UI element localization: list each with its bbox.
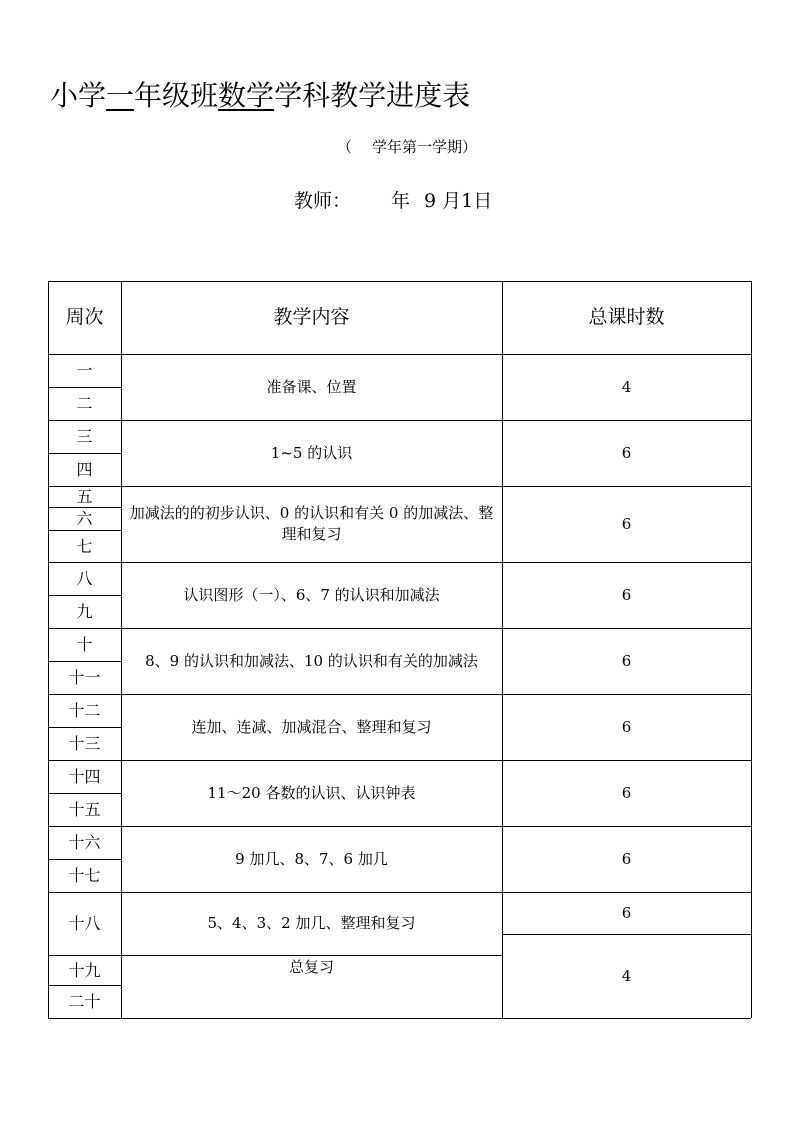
week-cell: 十七 <box>68 866 101 885</box>
hours-cell: 4 <box>621 966 632 985</box>
title-mid: 年级班 <box>134 79 219 112</box>
subtitle-text: 学年第一学期） <box>372 138 478 156</box>
hours-cell: 6 <box>621 717 632 736</box>
hours-cell: 6 <box>621 514 632 533</box>
week-cell: 八 <box>76 569 93 588</box>
table-rule <box>751 281 752 1018</box>
teacher-date-line <box>294 186 492 213</box>
week-cell: 十九 <box>68 960 101 980</box>
header-week: 周次 <box>65 306 104 328</box>
week-cell: 二十 <box>68 992 101 1011</box>
date-year: 年 <box>391 190 411 212</box>
header-content: 教学内容 <box>273 306 350 328</box>
hours-cell: 6 <box>621 783 632 802</box>
hours-cell: 6 <box>621 903 632 922</box>
hours-cell: 6 <box>621 849 632 868</box>
content-cell: 9 加几、8、7、6 加几 <box>235 849 388 868</box>
content-cell: 认识图形（一）、6、7 的认识和加减法 <box>183 585 440 604</box>
subtitle-open: （ <box>337 138 353 156</box>
content-cell: 1~5 的认识 <box>270 443 353 462</box>
title-suffix: 学科教学进度表 <box>274 79 471 112</box>
table-rule <box>48 1018 751 1019</box>
content-cell: 准备课、位置 <box>266 377 357 396</box>
content-cell: 加减法的的初步认识、0 的认识和有关 0 的加减法、整理和复习 <box>129 504 494 543</box>
hours-cell: 6 <box>621 443 632 462</box>
hours-cell: 6 <box>621 651 632 670</box>
title-grade: 一 <box>106 79 135 112</box>
week-cell: 十二 <box>68 701 101 720</box>
table-rule <box>121 281 122 1018</box>
week-cell: 六 <box>76 509 93 528</box>
week-cell: 二 <box>76 394 93 413</box>
content-cell: 总复习 <box>288 958 334 976</box>
week-cell: 十三 <box>68 734 101 753</box>
week-cell: 九 <box>76 602 93 621</box>
week-cell: 十六 <box>68 833 101 852</box>
week-cell: 四 <box>76 460 93 479</box>
content-cell: 连加、连减、加减混合、整理和复习 <box>191 717 432 736</box>
date-day: 1日 <box>461 190 493 212</box>
teacher-label: 教师： <box>294 190 352 212</box>
week-cell: 七 <box>76 536 93 556</box>
page-title <box>50 74 470 114</box>
header-hours: 总课时数 <box>588 306 665 328</box>
date-month: 月 <box>442 190 462 212</box>
content-cell: 11～20 各数的认识、认识钟表 <box>207 783 416 802</box>
content-cell: 8、9 的认识和加减法、10 的认识和有关的加减法 <box>145 651 478 670</box>
hours-cell: 4 <box>621 377 632 396</box>
week-cell: 十一 <box>68 668 101 687</box>
week-cell: 十 <box>76 635 93 654</box>
hours-cell: 6 <box>621 585 632 604</box>
content-cell: 5、4、3、2 加几、整理和复习 <box>207 914 416 932</box>
week-cell: 十八 <box>68 914 101 933</box>
semester-subtitle <box>337 136 477 157</box>
title-subject: 数学 <box>218 79 275 112</box>
week-cell: 五 <box>76 487 93 506</box>
week-cell: 十四 <box>68 767 101 786</box>
week-cell: 一 <box>76 361 93 380</box>
week-cell: 三 <box>76 427 93 446</box>
week-cell: 十五 <box>68 800 101 819</box>
title-prefix: 小学 <box>50 79 107 112</box>
date-month-num: 9 <box>424 190 437 212</box>
